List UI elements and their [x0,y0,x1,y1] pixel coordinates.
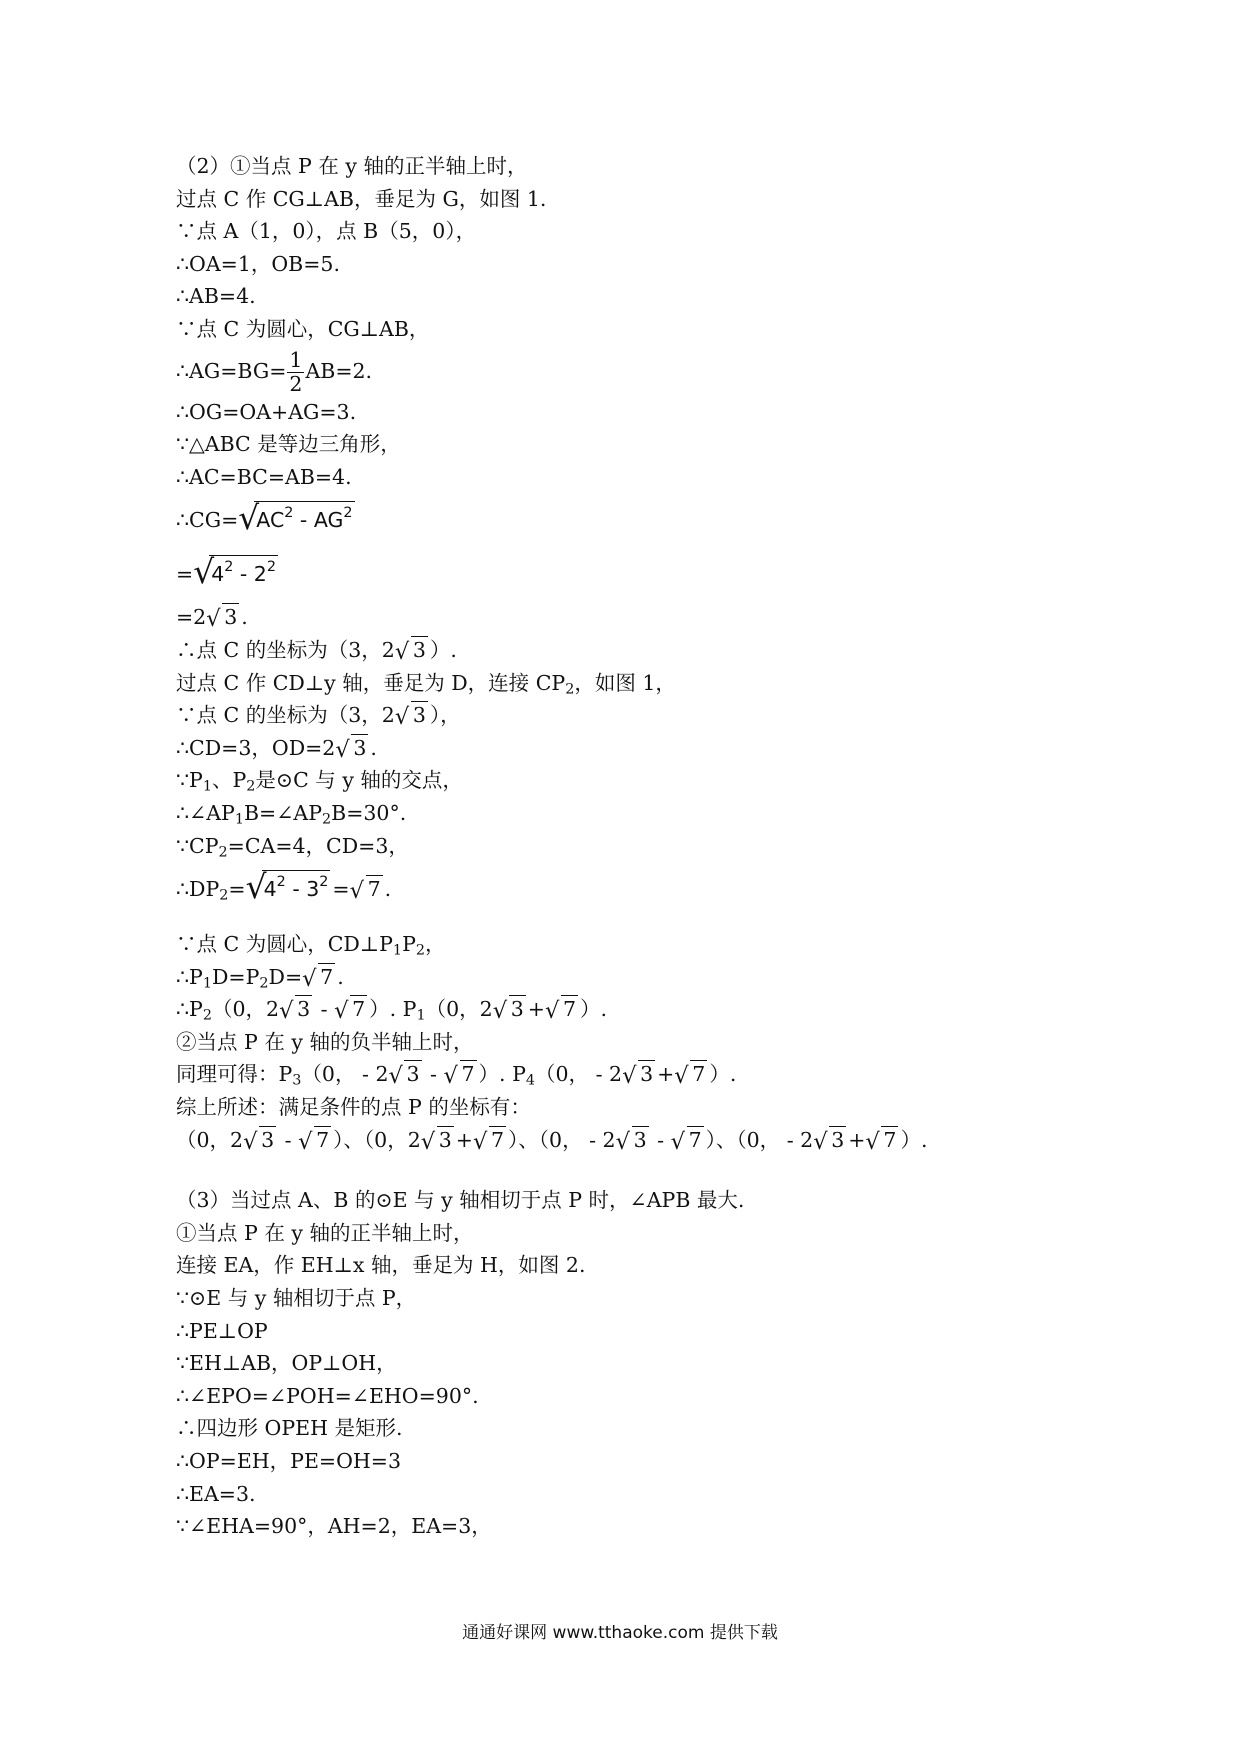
square-root: √ 7 [544,997,576,1025]
square-root: √ 3 [394,637,426,665]
square-root: √ $4^2 - 2^2$ [193,553,276,592]
text-line: ∵⊙E 与 y 轴相切于点 P， [176,1286,417,1311]
square-root: √ $AC^2 - AG^2$ [238,499,353,538]
text-line: $\therefore P_1D=P_2D=$ √ 7 . [176,964,344,992]
text-line: ∵EH⊥AB，OP⊥OH， [176,1351,397,1376]
text-line: （2）①当点 P 在 y 轴的正半轴上时， [176,154,528,178]
text-line: $\therefore DP_2=$ √ $4^2 - 3^2$ = √ 7 . [176,867,392,906]
text-line: ∴四边形 OPEH 是矩形. [176,1416,403,1441]
text-line: =2 √ 3 . [176,605,248,633]
text-line: $\therefore P_2(0$，2 √ 3 - √ 7 ）. $P_1(0$，2 √ 3 + √ 7 ）. [176,997,608,1025]
square-root: √ 3 [335,735,367,763]
square-root: √ 7 [298,1127,330,1155]
text-line: ∴AG=BG= $\frac{1}{2}$ AB=2. [176,348,373,396]
square-root: √ 3 [622,1062,654,1090]
text-line: 过点 C 作 CG⊥AB，垂足为 G，如图 1. [176,186,547,211]
square-root: √ 3 [492,997,524,1025]
text-line: ∴EA=3. [176,1481,256,1506]
page-footer: 通通好课网 www.tthaoke.com 提供下载 [462,1623,778,1643]
text-line: 综上所述：满足条件的点 P 的坐标有： [176,1095,531,1120]
text-line: 过点 C 作 CD⊥y 轴，垂足为 D，连接 $CP_2$，如图 1， [176,670,676,698]
square-root: √ 7 [865,1127,897,1155]
fraction: $\frac{1}{2}$ [289,348,303,396]
text-line: ∵∠EHA=90°，AH=2，EA=3， [176,1514,492,1539]
square-root: √ 3 [206,605,238,633]
text-line: ∵点 C 为圆心，CG⊥AB， [176,316,430,341]
text-line: ②当点 P 在 y 轴的负半轴上时， [176,1029,474,1054]
text-line: ∴CD=3，OD=2 √ 3 . [176,735,377,763]
text-line: ∴PE⊥OP [176,1318,268,1343]
spacer [176,916,1176,928]
text-line: ∴AB=4. [176,284,256,309]
text-line: ∵点 C 的坐标为（3，2 √ 3 ）， [176,703,461,731]
square-root: √ 7 [472,1127,505,1155]
text-line: $\because CP_2=CA=4$，CD=3， [176,833,409,861]
text-line: ∴AC=BC=AB=4. [176,464,352,489]
text-line: ∴OA=1，OB=5. [176,251,340,276]
square-root: √ 3 [615,1127,647,1155]
text-line: ∵点 C 为圆心，$CD\perp P_1P_2$， [176,932,446,959]
text-line: ∴OG=OA+AG=3. [176,399,357,424]
text-line: ①当点 P 在 y 轴的正半轴上时， [176,1220,474,1245]
text-line: $\therefore\angle AP_1B=\angle AP_2B=30^\circ$. [176,800,407,828]
square-root: √ 3 [243,1127,275,1155]
square-root: √ 3 [394,703,426,731]
square-root: √ 7 [674,1062,706,1090]
square-root: √ 7 [302,964,334,992]
text-line: ∴OP=EH，PE=OH=3 [176,1449,401,1473]
text-line: 连接 EA，作 EH⊥x 轴，垂足为 H，如图 2. [176,1253,586,1278]
text-line: = √ $4^2 - 2^2$ [176,553,276,592]
square-root: √ 3 [279,997,311,1025]
text-line: （3）当过点 A、B 的⊙E 与 y 轴相切于点 P 时，∠APB 最大. [176,1188,745,1213]
text-line: （0，2 √ 3 - √ 7 ）、（0，2 √ 3 + √ 7 ）、（0， - 2 √ 3 - √ 7 ）、（0， - 2 √ 3 + √ 7 ）. [176,1127,928,1155]
solution-text [176,150,1176,1543]
text-line: ∴∠EPO=∠POH=∠EHO=90°. [176,1383,479,1408]
square-root: √ 3 [388,1062,420,1090]
text-line: 同理可得：$P_3(0$， - 2 √ 3 - √ 7 ）. $P_4(0$， - 2 √ 3 + √ 7 ）. [176,1062,737,1090]
square-root: √ $4^2 - 3^2$ [245,867,329,906]
square-root: √ 7 [670,1127,702,1155]
text-line: ∵△ABC 是等边三角形， [176,432,401,457]
text-line: ∵点 A（1，0），点 B（5，0）， [176,219,477,244]
text-line: ∴点 C 的坐标为（3，2 √ 3 ）. [176,637,457,665]
square-root: √ 7 [443,1062,475,1090]
spacer [176,1156,1176,1184]
square-root: √ 3 [813,1127,845,1155]
square-root: √ 7 [334,997,366,1025]
square-root: √ 3 [420,1127,452,1155]
square-root: √ 7 [349,877,381,905]
text-line: ∴CG= √ $AC^2 - AG^2$ [176,499,353,538]
text-line: $\because P_1$、$P_2$是⊙C 与 y 轴的交点， [176,768,463,795]
